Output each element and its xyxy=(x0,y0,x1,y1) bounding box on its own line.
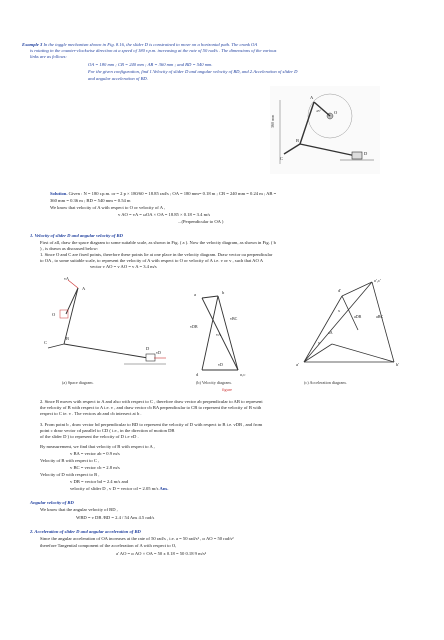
section1-p1: First of all, draw the space diagram to some suitable scale, as shown in Fig. ( a ). Now the velocity diagram, as shown in Fig. ( b xyxy=(40,240,276,245)
measure-vba: v BA = vector ab = 0.9 m/s xyxy=(70,451,120,456)
fig-label-c: C xyxy=(280,156,284,161)
acc-vector-1 xyxy=(342,282,372,296)
caption-acceleration-diagram: (c) Acceleration diagram. xyxy=(304,380,347,385)
vel-label-b: b xyxy=(222,290,225,295)
fig-label-d: D xyxy=(364,151,368,156)
section2-line2: therefore Tangential component of the acceleration of A with respect to O, xyxy=(40,543,177,548)
acc-vector-7 xyxy=(332,344,394,362)
vel-label-vbc: vBC xyxy=(230,316,238,321)
vel-vector-ab xyxy=(202,296,218,298)
vel-label-vd: vD xyxy=(218,362,223,367)
solution-know: We know that velocity of A with respect to O or velocity of A , xyxy=(50,205,166,210)
caption-velocity-diagram: (b) Velocity diagram. xyxy=(196,380,232,385)
example-title-rest: In the toggle mechanism shown in Fig. 8.16, the slider D is constrained to move on a horizontal path. The crank OA xyxy=(43,42,258,47)
answer-label: Ans. xyxy=(159,486,169,491)
caption-space-diagram: (a) Space diagram. xyxy=(62,380,94,385)
measure-vbc: v BC = vector cb = 2.8 m/s xyxy=(70,465,120,470)
mechanism-figure xyxy=(270,86,380,174)
space-label-a: A xyxy=(82,286,86,291)
section1-p2c: vector v AO = v AO = v A = 3.4 m/s xyxy=(90,264,157,269)
angular-heading: Angular velocity of BD xyxy=(30,500,74,505)
solution-given-2: 360 mm = 0.36 m ; BD = 540 mm = 0.54 m xyxy=(50,198,131,203)
acc-label-y: y xyxy=(318,340,320,345)
example-title-line xyxy=(22,42,257,48)
acc-label-aa: aA xyxy=(328,330,333,335)
section1-p2: 1. Since O and C are fixed points, therefore these points lie at one place in the velocity diagram. Draw vector oa perpendicular xyxy=(40,252,273,257)
acc-label-abc: aBC xyxy=(376,314,384,319)
example-line-1: is rotating in the counter-clockwise direction at a speed of 180 r.p.m. increasing at the rate of 50 rad/s . The dimensions of the various xyxy=(30,48,277,53)
space-link-bd xyxy=(64,344,148,358)
section1-p1b: ) , is drawn as discussed below: xyxy=(40,246,99,251)
acc-label-x: x xyxy=(338,308,340,313)
example-line-5: and angular acceleration of BD. xyxy=(88,76,148,81)
measure-vdb: v DB = vector bd = 2.4 m/s and xyxy=(70,479,129,484)
fig-label-a: A xyxy=(310,95,314,100)
space-link-cb xyxy=(48,344,64,348)
step2-line2: the velocity of B with respect to A i.e. v , and draw vector cb BA perpendicular to CB to represent the velocity of B with xyxy=(40,405,262,410)
vel-label-oc: o,c xyxy=(240,372,246,377)
dimension-label: 360 mm xyxy=(270,114,275,128)
acc-label-adb: aDB xyxy=(354,314,362,319)
solution-given-line xyxy=(50,191,276,197)
acc-vector-6 xyxy=(304,344,332,362)
step3-line2: point c draw vector cd parallel to CD ( i.e., in the direction of motion DB xyxy=(40,428,175,433)
example-title: Example 3 xyxy=(22,42,43,47)
section2-line3: a' AO = α AO × OA = 50 x 0.18 = 50 0.18 9 m/s² xyxy=(116,551,207,556)
step3-line1: 3. From point b , draw vector bd perpendicular to BD to represent the velocity of D with respect to B i.e. vDB , and from xyxy=(40,422,263,427)
measure-vbc-intro: Velocity of B with respect to C , xyxy=(40,458,100,463)
velocity-diagram xyxy=(190,290,245,378)
section1-p2b: to OA , to some suitable scale, to represent the velocity of A with respect to O or velocity of A i.e. v or v , such that AO A xyxy=(40,258,264,263)
measure-vd-line xyxy=(70,486,168,492)
space-diagram xyxy=(44,276,166,364)
measure-vd: velocity of slider D , v D = vector cd = 2.05 m/s xyxy=(70,486,159,491)
section1-heading: 1. Velocity of slider D and angular velocity of BD xyxy=(30,233,123,238)
acc-vector-2 xyxy=(372,282,394,362)
space-label-b: B xyxy=(66,336,70,341)
acceleration-diagram xyxy=(296,278,399,367)
solution-heading: Solution. xyxy=(50,191,68,196)
acc-vector-4 xyxy=(304,296,342,362)
acc-label-b: b' xyxy=(396,362,400,367)
example-line-3: OA = 180 mm ; CB = 240 mm ; AB = 360 mm ; and BD = 540 mm. xyxy=(88,62,213,67)
space-slider xyxy=(146,354,155,361)
vel-label-va: vA xyxy=(216,332,221,337)
angular-line2: WBD = v DB /BD = 2.4 / 54 Ans 4.5 rad/s xyxy=(76,515,155,520)
space-label-o: O xyxy=(52,312,56,317)
figure-label: figure xyxy=(222,387,232,392)
section2-line1: Since the angular acceleration of OA increases at the rate of 50 rad/s , i.e. a = 50 rad/s² , α AO = 50 rad/s² xyxy=(40,536,234,541)
solution-given: Given : N = 180 r.p.m. or = 2 p × 180/60 = 18.85 rad/s ; OA = 180 mm= 0.18 m ; CB = 240 mm = 0.24 m ; AB = xyxy=(68,191,277,196)
example-line-2: links are as follows: xyxy=(30,54,67,59)
fig-angle-label: 45° xyxy=(316,109,321,113)
acc-label-oc: o',c' xyxy=(374,278,381,283)
solution-eq1: v AO = vA = ωOA × OA = 18.85 × 0.18 = 3.4 m/s xyxy=(118,212,211,217)
angular-line1: We know that the angular velocity of BD , xyxy=(40,507,118,512)
step2-line3: respect to C ie. v . The vectors ab and cb intersect at b . xyxy=(40,411,142,416)
vel-vector-cb xyxy=(218,296,238,370)
acc-label-a: a' xyxy=(296,362,299,367)
measure-vdb-intro: Velocity of D with respect to B , xyxy=(40,472,100,477)
acc-label-d: d' xyxy=(338,288,342,293)
vel-label-d: d xyxy=(196,372,199,377)
example-line-4: For the given configuration, find 1.Velocity of slider D and angular velocity of BD, and 2.Acceleration of slider D xyxy=(88,69,298,74)
vel-label-vdb: vDB xyxy=(190,324,198,329)
step3-line3: of the slider D ) to represent the velocity of D i.e vD . xyxy=(40,434,139,439)
space-label-vd: vD xyxy=(156,350,161,355)
measure-intro: By measurement, we find that velocity of B with respect to A , xyxy=(40,444,155,449)
acc-vector-3 xyxy=(304,282,372,362)
space-label-va: vA xyxy=(64,276,69,281)
vel-label-a: a xyxy=(194,292,196,297)
diagrams-figure xyxy=(42,272,422,394)
slider-d xyxy=(352,152,362,159)
space-label-c: C xyxy=(44,340,48,345)
space-va-arrow xyxy=(68,280,78,288)
solution-eq1-note: ...(Perpendicular to OA ) xyxy=(178,219,224,224)
fig-label-b: B xyxy=(296,138,300,143)
space-label-d: D xyxy=(146,346,150,351)
section2-heading: 2. Acceleration of slider D and angular acceleration of BD xyxy=(30,529,141,534)
step2-line1: 2. Since B moves with respect to A and also with respect to C , therefore draw vector ab perpendicular to AB to represent xyxy=(40,399,263,404)
fig-label-o: O xyxy=(334,110,338,115)
